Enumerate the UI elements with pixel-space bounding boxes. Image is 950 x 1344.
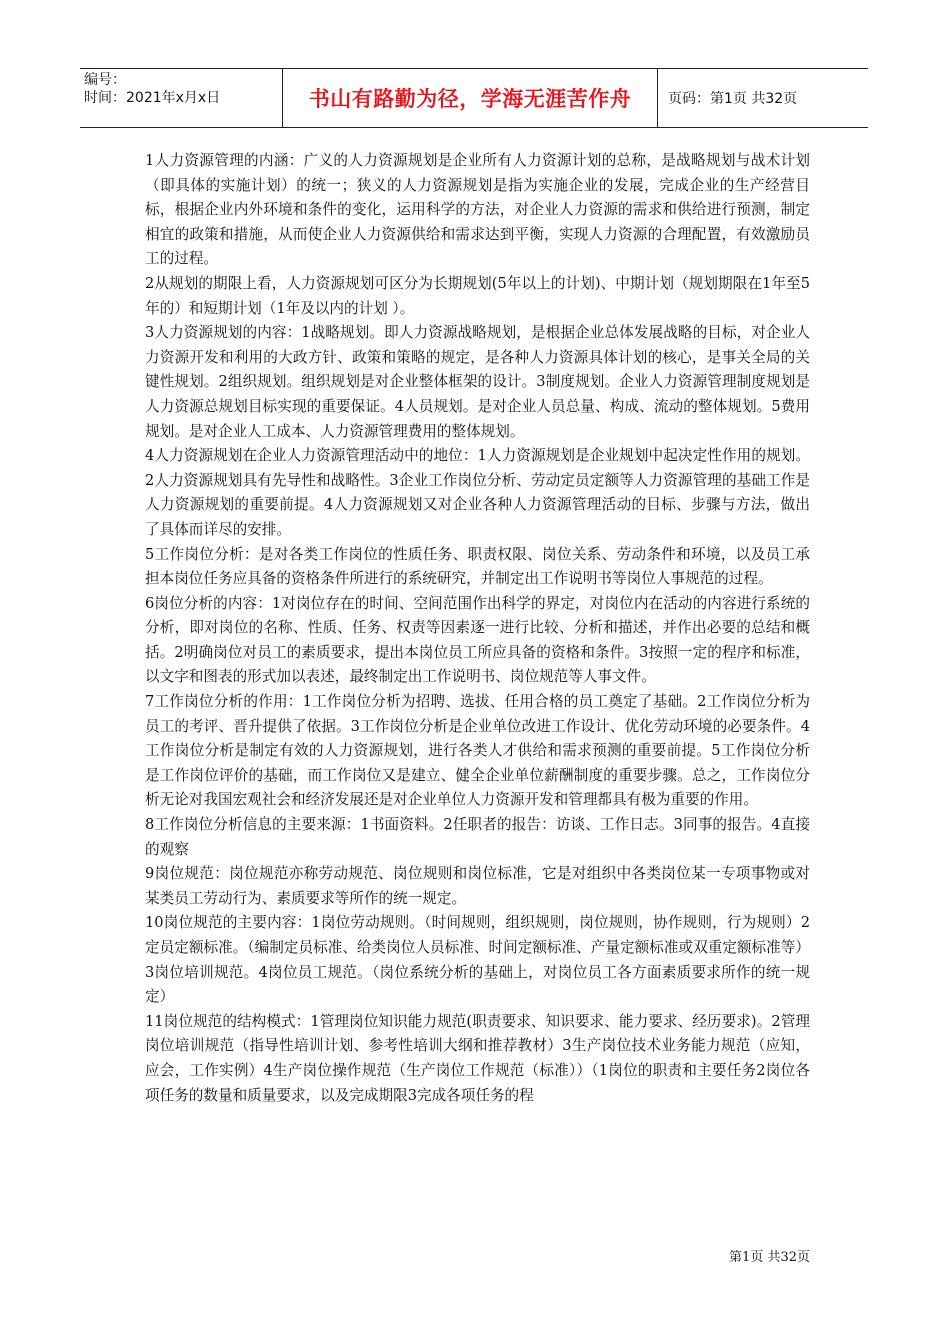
- document-time-label: 时间：2021年x月x日: [84, 90, 221, 106]
- paragraph: 7工作岗位分析的作用：1工作岗位分析为招聘、选拔、任用合格的员工奠定了基础。2工作岗位分析为员工的考评、晋升提供了依据。3工作岗位分析是企业单位改进工作设计、优化劳动环境的必要条件。4工作岗位分析是制定有效的人力资源规划，进行各类人才供给和需求预测的重要前提。5工作岗位分析是工作岗位评价的基础，而工作岗位又是建立、健全企业单位薪酬制度的重要步骤。总之，工作岗位分析无论对我国宏观社会和经济发展还是对企业单位人力资源开发和管理都具有极为重要的作用。: [145, 693, 810, 809]
- header-page-number: 页码：第1页 共32页: [668, 91, 798, 107]
- header-meta-cell: [80, 69, 283, 127]
- paragraph: 2从规划的期限上看，人力资源规划可区分为长期规划(5年以上的计划)、中期计划（规划期限在1年至5年的）和短期计划（1年及以内的计划 ）。: [145, 274, 810, 317]
- paragraph: 8工作岗位分析信息的主要来源：1书面资料。2任职者的报告：访谈、工作日志。3同事的报告。4直接的观察: [145, 816, 810, 858]
- paragraph: 3人力资源规划的内容：1战略规划。即人力资源战略规划，是根据企业总体发展战略的目标，对企业人力资源开发和利用的大政方针、政策和策略的规定，是各种人力资源具体计划的核心，是事关全局的关键性规划。2组织规划。组织规划是对企业整体框架的设计。3制度规划。企业人力资源管理制度规划是人力资源总规划目标实现的重要保证。4人员规划。是对企业人员总量、构成、流动的整体规划。5费用规划。是对企业人工成本、人力资源管理费用的整体规划。: [145, 324, 810, 440]
- document-number-label: 编号：: [84, 72, 126, 88]
- paragraph: 11岗位规范的结构模式：1管理岗位知识能力规范(职责要求、知识要求、能力要求、经历要求)。2管理岗位培训规范（指导性培训计划、参考性培训大纲和推荐教材）3生产岗位技术业务能力规范（应知，应会，工作实例）4生产岗位操作规范（生产岗位工作规范（标准））（1岗位的职责和主要任务2岗位各项任务的数量和质量要求，以及完成期限3完成各项任务的程: [145, 1012, 810, 1104]
- paragraph: 4人力资源规划在企业人力资源管理活动中的地位：1人力资源规划是企业规划中起决定性作用的规划。2人力资源规划具有先导性和战略性。3企业工作岗位分析、劳动定员定额等人力资源管理的基础工作是人力资源规划的重要前提。4人力资源规划又对企业各种人力资源管理活动的目标、步骤与方法，做出了具体而详尽的安排。: [145, 447, 810, 538]
- paragraph: 5工作岗位分析：是对各类工作岗位的性质任务、职责权限、岗位关系、劳动条件和环境，以及员工承担本岗位任务应具备的资格条件所进行的系统研究，并制定出工作说明书等岗位人事规范的过程。: [145, 545, 810, 588]
- header-motto: 书山有路勤为径，学海无涯苦作舟: [283, 69, 658, 127]
- paragraph: 6岗位分析的内容：1对岗位存在的时间、空间范围作出科学的界定，对岗位内在活动的内容进行系统的分析，即对岗位的名称、性质、任务、权责等因素逐一进行比较、分析和描述，并作出必要的总结和概括。2明确岗位对员工的素质要求，提出本岗位员工所应具备的资格和条件。3按照一定的程序和标准，以文字和图表的形式加以表述，最终制定出工作说明书、岗位规范等人事文件。: [145, 594, 810, 686]
- page-header: [80, 68, 868, 128]
- paragraph: 10岗位规范的主要内容：1岗位劳动规则。（时间规则，组织规则，岗位规则，协作规则，行为规则）2定员定额标准。（编制定员标准、给类岗位人员标准、时间定额标准、产量定额标准或双重定额标准等）3岗位培训规范。4岗位员工规范。（岗位系统分析的基础上，对岗位员工各方面素质要求所作的统一规定）: [145, 914, 810, 1006]
- paragraph: 1人力资源管理的内涵：广义的人力资源规划是企业所有人力资源计划的总称，是战略规划与战术计划（即具体的实施计划）的统一；狭义的人力资源规划是指为实施企业的发展，完成企业的生产经营目标，根据企业内外环境和条件的变化，运用科学的方法，对企业人力资源的需求和供给进行预测，制定相宜的政策和措施，从而使企业人力资源供给和需求达到平衡，实现人力资源的合理配置，有效激励员工的过程。: [145, 152, 810, 268]
- paragraph: 9岗位规范：岗位规范亦称劳动规范、岗位规则和岗位标准，它是对组织中各类岗位某一专项事物或对某类员工劳动行为、素质要求等所作的统一规定。: [145, 865, 810, 907]
- page-footer-number: 第1页 共32页: [729, 1250, 810, 1265]
- document-body: [145, 149, 810, 1108]
